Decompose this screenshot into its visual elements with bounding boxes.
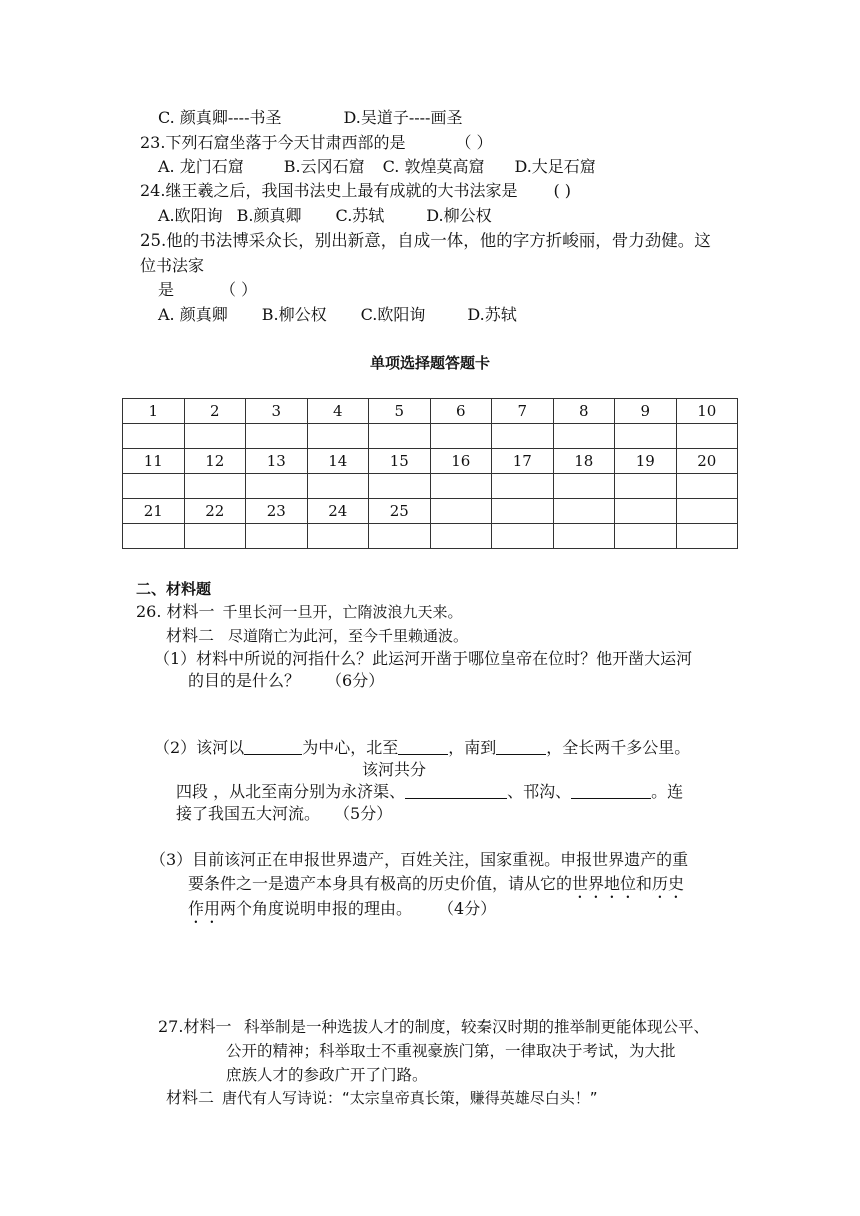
q26-part1-score: （6分） [326, 671, 385, 690]
answer-card-number-row [123, 399, 738, 424]
answer-card-answer-cell[interactable] [369, 524, 431, 549]
q23-options [158, 156, 596, 178]
q25-option-b: B.柳公权 [261, 305, 327, 324]
answer-card-answer-cell[interactable] [307, 524, 369, 549]
q25-option-d: D.苏轼 [467, 305, 517, 324]
answer-card-number-cell: 24 [307, 499, 369, 524]
answer-card-answer-row [123, 424, 738, 449]
answer-card-number-cell: 14 [307, 449, 369, 474]
section-heading: 二、材料题 [136, 580, 212, 598]
q23-option-a: A. 龙门石窟 [158, 157, 244, 176]
q26-part2-line3: 四段 ，从北至南分别为永济渠、 、邗沟、 。连 [176, 782, 684, 801]
q22-option-c: C. 颜真卿----书圣 [158, 108, 282, 127]
fill-blank[interactable] [398, 738, 448, 755]
answer-card-number-cell: 19 [615, 449, 677, 474]
answer-card-answer-cell[interactable] [307, 474, 369, 499]
answer-card-number-cell [553, 499, 615, 524]
answer-card-number-cell: 18 [553, 449, 615, 474]
q26-part1-line1: （1）材料中所说的河指什么？此运河开凿于哪位皇帝在位时？他开凿大运河 [154, 649, 693, 668]
answer-card-number-cell: 8 [553, 399, 615, 424]
fill-blank[interactable] [405, 782, 507, 799]
answer-card-answer-cell[interactable] [615, 474, 677, 499]
q25-stem-line3: 是 （ ） [158, 280, 258, 299]
answer-card-answer-cell[interactable] [430, 474, 492, 499]
answer-card-answer-cell[interactable] [492, 424, 554, 449]
answer-card-answer-cell[interactable] [184, 524, 246, 549]
answer-card-number-cell: 16 [430, 449, 492, 474]
q26-part2-line2: 该河共分 [362, 760, 427, 779]
q26-material-2: 材料二 尽道隋亡为此河，至今千里赖通波。 [166, 626, 469, 645]
q23-stem: 23.下列石窟坐落于今天甘肃西部的是 （ ） [140, 133, 493, 152]
q24-option-b: B.颜真卿 [236, 206, 302, 225]
answer-card-answer-cell[interactable] [492, 524, 554, 549]
answer-card-answer-cell[interactable] [553, 474, 615, 499]
answer-card-answer-cell[interactable] [430, 424, 492, 449]
answer-card-answer-cell[interactable] [246, 524, 308, 549]
answer-card-number-cell: 1 [123, 399, 185, 424]
answer-card-answer-cell[interactable] [553, 524, 615, 549]
answer-card-number-row [123, 449, 738, 474]
q22-options [158, 107, 462, 129]
q22-option-d: D.吴道子----画圣 [343, 108, 463, 127]
q27-material-1-line1: 科举制是一种选拔人才的制度，较秦汉时期的推举制更能体现公平、 [244, 1018, 710, 1036]
answer-card-answer-cell[interactable] [369, 474, 431, 499]
answer-card-answer-cell[interactable] [184, 424, 246, 449]
answer-card-answer-cell[interactable] [123, 474, 185, 499]
fill-blank[interactable] [496, 738, 546, 755]
q23-option-d: D.大足石窟 [514, 157, 596, 176]
q25-stem-line1: 25.他的书法博采众长，别出新意，自成一体，他的字方折峻丽，骨力劲健。这 [140, 231, 711, 250]
answer-card-number-cell: 12 [184, 449, 246, 474]
q26-part2-line1: （2）该河以 为中心，北至 ，南到 ，全长两千多公里。 [154, 738, 691, 757]
answer-card-number-cell: 7 [492, 399, 554, 424]
answer-card-number-cell: 22 [184, 499, 246, 524]
q26-part3-score: （4分） [438, 899, 497, 918]
answer-card-answer-cell[interactable] [676, 524, 738, 549]
answer-card-title: 单项选择题答题卡 [369, 354, 490, 372]
answer-card-number-cell [492, 499, 554, 524]
answer-card-answer-cell[interactable] [615, 524, 677, 549]
answer-card-answer-cell[interactable] [307, 424, 369, 449]
answer-card-answer-row [123, 474, 738, 499]
q25-option-c: C.欧阳询 [360, 305, 426, 324]
answer-card-number-cell: 21 [123, 499, 185, 524]
q27-material-1-line3: 庶族人才的参政广开了门路。 [226, 1066, 428, 1084]
answer-card-answer-cell[interactable] [123, 524, 185, 549]
answer-card-number-cell: 4 [307, 399, 369, 424]
answer-card-answer-cell[interactable] [123, 424, 185, 449]
answer-card-answer-cell[interactable] [553, 424, 615, 449]
answer-card-number-cell: 20 [676, 449, 738, 474]
q24-option-d: D.柳公权 [426, 206, 492, 225]
q26-part3-line2: 要条件之一是遗产本身具有极高的历史价值，请从它的世界地位和历史 [188, 874, 685, 893]
answer-card-number-cell: 25 [369, 499, 431, 524]
answer-card-number-cell: 10 [676, 399, 738, 424]
q23-answer-paren: （ ） [455, 133, 493, 152]
answer-card-answer-cell[interactable] [615, 424, 677, 449]
q25-stem-line2: 位书法家 [140, 256, 205, 275]
answer-card-answer-cell[interactable] [246, 474, 308, 499]
answer-card-number-cell: 15 [369, 449, 431, 474]
answer-card-number-cell: 2 [184, 399, 246, 424]
answer-card-answer-cell[interactable] [676, 424, 738, 449]
answer-card-number-cell: 9 [615, 399, 677, 424]
answer-card-number-cell [430, 499, 492, 524]
q25-answer-paren: （ ） [220, 280, 258, 299]
q25-options [158, 304, 517, 326]
q27-material-1-line2: 公开的精神；科举取士不重视豪族门第，一律取决于考试，为大批 [226, 1042, 676, 1060]
answer-card-number-cell: 6 [430, 399, 492, 424]
q26-material-1: 26. 材料一 千里长河一旦开，亡隋波浪九天来。 [136, 602, 463, 621]
answer-card-answer-cell[interactable] [369, 424, 431, 449]
q24-stem: 24.继王羲之后，我国书法史上最有成就的大书法家是 ( ) [140, 181, 572, 200]
fill-blank[interactable] [244, 738, 302, 755]
answer-card-number-cell: 3 [246, 399, 308, 424]
q26-part2-score: （5分） [334, 804, 393, 823]
q24-option-c: C.苏轼 [335, 206, 385, 225]
q23-option-c: C. 敦煌莫高窟 [382, 157, 485, 176]
answer-card-number-cell: 11 [123, 449, 185, 474]
answer-card-number-cell [615, 499, 677, 524]
q25-option-a: A. 颜真卿 [158, 305, 228, 324]
answer-card-answer-cell[interactable] [430, 524, 492, 549]
q23-option-b: B.云冈石窟 [283, 157, 365, 176]
q26-part3-line3: 作用两个角度说明申报的理由。 （4分） [188, 899, 497, 918]
q26-part3-line1: （3）目前该河正在申报世界遗产，百姓关注，国家重视。申报世界遗产的重 [150, 850, 689, 869]
q24-answer-paren: ( ) [553, 181, 572, 200]
q24-option-a: A.欧阳询 [158, 206, 223, 225]
answer-card-table [122, 398, 738, 549]
answer-card-number-cell: 23 [246, 499, 308, 524]
q26-part2-line4: 接了我国五大河流。 （5分） [176, 804, 393, 823]
answer-card-number-cell [676, 499, 738, 524]
answer-card-number-row [123, 499, 738, 524]
answer-card-answer-cell[interactable] [676, 474, 738, 499]
q27-material-1-label: 27.材料一 [158, 1017, 232, 1036]
answer-card-answer-cell[interactable] [246, 424, 308, 449]
answer-card-number-cell: 17 [492, 449, 554, 474]
answer-card-number-cell: 5 [369, 399, 431, 424]
answer-card-answer-row [123, 524, 738, 549]
q24-options [158, 205, 492, 227]
q26-part1-line2: 的目的是什么？ （6分） [188, 671, 385, 690]
answer-card-answer-cell[interactable] [492, 474, 554, 499]
answer-card-answer-cell[interactable] [184, 474, 246, 499]
fill-blank[interactable] [571, 782, 651, 799]
q27-material-2: 材料二 唐代有人写诗说：“太宗皇帝真长策，赚得英雄尽白头！” [166, 1088, 598, 1107]
answer-card-number-cell: 13 [246, 449, 308, 474]
